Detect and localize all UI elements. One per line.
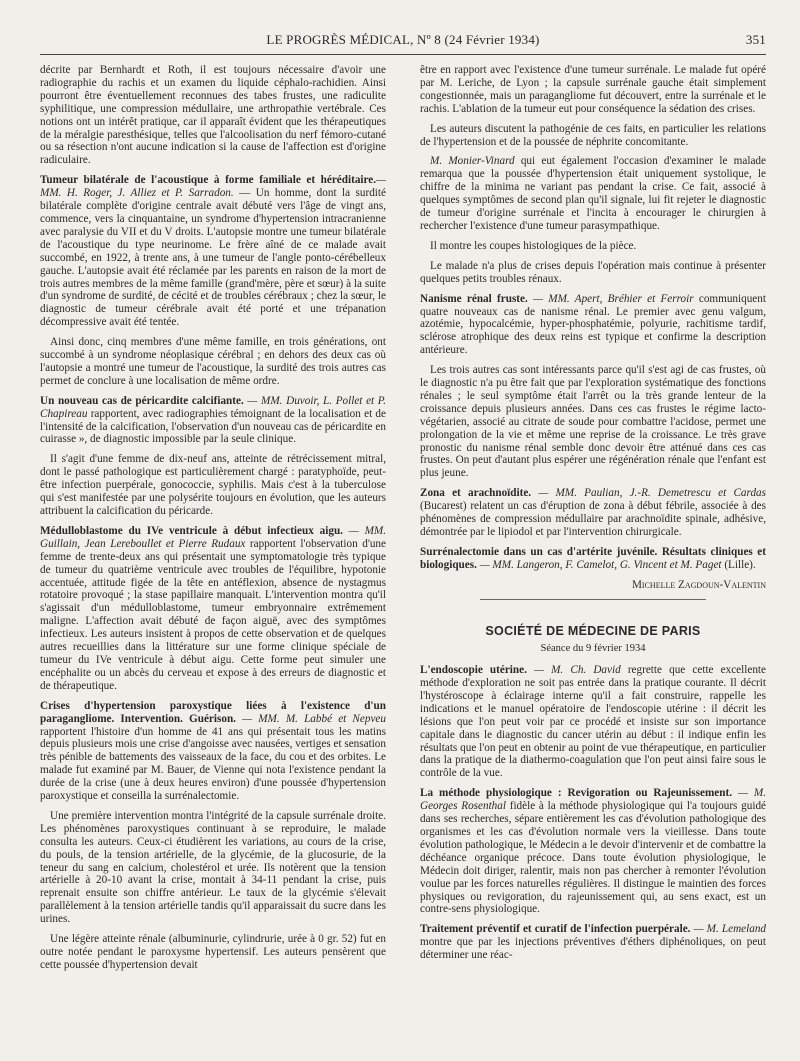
article-title: Un nouveau cas de péricardite calcifiante. (40, 394, 244, 407)
article-authors: — MM. M. Labbé et Nepveu (235, 712, 386, 725)
paragraph-text: — Un homme, dont la surdité bilatérale complète d'origine centrale avait débuté vers l'âge de vingt ans, commence, vers la cinquantaine, un syndrome d'hypertension intracranienne avec paralysie du VII et du V droits. L'autopsie montre une tumeur bilatérale de l'acoustique du type neurinome. Le frère aîné de ce malade avait succombé, en 1922, à trente ans, à une tumeur de l'angle ponto-cérébelleux gauche. L'autopsie avait été réclamée par les parents en raison de la mort de trois autres membres de la même famille (grand'mère, père et sœur) à la suite d'un syndrome de surdité, de cécité et de troubles cérébraux ; chez la sœur, le diagnostic de tumeur cérébrale avait été porté et une trépanation décompressive avait été tentée. (40, 187, 386, 329)
article-authors: — MM. Langeron, F. Camelot, G. Vincent et M. Paget (476, 558, 722, 571)
paragraph (420, 487, 766, 539)
paragraph (40, 395, 386, 447)
paragraph (420, 364, 766, 480)
society-heading: SOCIÉTÉ DE MÉDECINE DE PARIS (485, 623, 701, 638)
paragraph-text: décrite par Bernhardt et Roth, il est toujours nécessaire d'avoir une radiographie du rachis et un examen du liquide céphalo-rachidien. Ainsi pourront être éventuellement reconnues des tabes frustes, une radiculite syphilitique, une compression médullaire, une arthropathie vertébrale. Ces notions ont un intérêt pratique, car il apparaît évident que les thérapeutiques de la méralgie paresthésique, telles que l'alcoolisation du nerf fémoro-cutané ou sa résection n'ont aucune indication si la cause de l'affection est d'origine radiculaire. (40, 64, 386, 167)
paragraph (40, 64, 386, 167)
article-title: Médulloblastome du IVe ventricule à début infectieux aigu. (40, 524, 343, 537)
article-title: Surrénalectomie dans un cas d'artérite juvénile. Résultats cliniques et biologiques. (420, 545, 766, 571)
header-rule (40, 54, 766, 55)
paragraph (420, 923, 766, 962)
running-header (40, 32, 766, 52)
paragraph-text: Il montre les coupes histologiques de la pièce. (430, 239, 637, 252)
paragraph (420, 787, 766, 916)
page-number: 351 (745, 32, 766, 47)
journal-title: LE PROGRÈS MÉDICAL, Nº 8 (24 Février 1934) (266, 32, 540, 47)
right-column (420, 64, 766, 969)
right-column-upper (420, 64, 766, 572)
article-authors: — M. Lemeland (690, 923, 767, 936)
paragraph (40, 336, 386, 388)
seance-date: Séance du 9 février 1934 (540, 643, 646, 655)
paragraph (420, 123, 766, 149)
paragraph-text: Il s'agit d'une femme de dix-neuf ans, atteinte de rétrécissement mitral, dont le passé pathologique est particulièrement chargé : paratyphoïde, peut-être infection puerpérale, gonococcie, syphilis. Mais c'est à la tuberculose qui s'est manifestée par une polysérite toujours en évolution, que les auteurs attribuent la calcification du péricarde. (40, 453, 386, 517)
section-separator (480, 599, 706, 600)
paragraph-text: rapportent l'observation d'une femme de trente-deux ans qui présentait une symptomatologie très typique de tumeur du quatrième ventricule avec troubles de l'équilibre, hypotonie accentuée, attitude figée de la tête en antéflexion, absence de nystagmus rotatoire provoqué ; la stase papillaire manquait. L'intervention montra qu'il s'agissait d'un médulloblastome, tumeur embryonnaire extrêmement maligne. L'affection avait débuté de façon aiguë, avec des symptômes infectieux. Les auteurs insistent à propos de cette observation et de quelques autres recueillies dans la littérature sur une forme clinique spéciale de tumeur du IVe ventricule à début aigu. Cette forme peut simuler une encéphalite ou un abcès du cerveau et expose à des erreurs de diagnostic et de thérapeutique. (40, 537, 386, 692)
article-authors: — MM. H. Roger, J. Alliez et P. Sarradon. (40, 174, 386, 200)
paragraph-text: Ainsi donc, cinq membres d'une même famille, en trois générations, ont succombé à un syndrome néoplasique cérébral ; en dehors des deux cas où l'autopsie a montré une tumeur de l'acoustique, la surdité des trois autres cas permet de conclure à une localisation de même ordre. (40, 336, 386, 387)
article-authors: — MM. Duvoir, L. Pollet et P. Chapireau (40, 394, 386, 420)
paragraph (420, 546, 766, 572)
paragraph (40, 700, 386, 803)
paragraph-text: rapportent l'histoire d'un homme de 41 ans qui présentait tous les matins depuis plusieurs mois une crise d'angoisse avec nausées, vertiges et sensation très pénible de battements des vaisseaux de la face, du cou et des orbites. Le malade fut examiné par M. Bauer, de Vienne qui nota l'existence pendant la durée de la crise (une à deux heures environ) d'une poussée d'hypertension paroxystique et conseilla la surrénalectomie. (40, 725, 386, 803)
article-title: Crises d'hypertension paroxystique liées à l'existence d'un paragangliome. Intervention. Guérison. (40, 699, 386, 725)
paragraph-text: qui eut également l'occasion d'examiner le malade remarqua que la poussée d'hypertension était uniquement systolique, le chiffre de la minima ne variant pas pendant la crise. Ce fait, associé à quelques symptômes de second plan qu'il signale, lui fit rejeter le diagnostic de tumeur d'origine surrénale et l'incita à encourager le chirurgien à rechercher l'existence d'une tumeur parasympathique. (420, 155, 766, 232)
paragraph (40, 174, 386, 329)
paragraph-text: fidèle à la méthode physiologique qui l'a toujours guidé dans ses recherches, sépare entièrement les cas d'évolution pathologique des organismes et les cas d'évolution normale vers la vieillesse. Dans toute évolution pathologique, le Médecin a le devoir d'intervenir et de combattre la déchéance organique précoce. Dans toute évolution physiologique, le Médecin doit diriger, ralentir, mais non pas chercher à remonter l'évolution voulue par les forces naturelles régulières. Il distingue le maintien des forces physiques ou revigoration, du rajeunissement qui, au sens exact, est un contre-sens physiologique. (420, 800, 766, 916)
paragraph (40, 933, 386, 972)
author-signature: Michelle Zagdoun-Valentin (631, 578, 766, 591)
paragraph (420, 260, 766, 286)
article-title: Nanisme rénal fruste. (420, 292, 528, 305)
paragraph-text: Une première intervention montra l'intégrité de la capsule surrénale droite. Les phénomènes paroxystiques continuant à se reproduire, le malade consulta les auteurs. Ceux-ci étudièrent les variations, au cours de la crise, du pouls, de la tension artérielle, de la glycémie, de la glucosurie, de la teneur du sang en calcium, cholestérol et urée. Ils notèrent que la tension artérielle à 20-10 avant la crise, montait à 34-11 pendant la crise, puis reprenait ensuite son chiffre antérieur. Le taux de la glycémie s'élevait parallèlement à la tension artérielle tandis qu'il apparaissait du sucre dans les urines. (40, 809, 386, 926)
paragraph (420, 240, 766, 253)
paragraph-text: communiquent quatre nouveaux cas de nanisme rénal. Le premier avec genu valgum, azotémie, hypocalcémie, hyper-phosphatémie, polyurie, rachitisme tardif, sclérose atrophique des deux reins est typique et confirme la description antérieure. (420, 292, 766, 357)
author-name: M. Monier-Vinard (430, 155, 515, 168)
article-authors: — M. Ch. David (526, 664, 621, 677)
paragraph (420, 664, 766, 780)
paragraph (420, 293, 766, 358)
article-title: La méthode physiologique : Revigoration ou Rajeunissement. (420, 787, 733, 800)
article-authors: — M. Georges Rosenthal (420, 787, 766, 813)
paragraph-text: rapportent, avec radiographies témoignant de la localisation et de l'intensité de la calcification, l'observation d'un nouveau cas de péricardite en cuirasse », de diagnostic impossible par la seule clinique. (40, 407, 386, 446)
paragraph-text: montre que par les injections préventives d'éthers diphénoliques, on peut déterminer une réac- (420, 936, 766, 962)
paragraph-text: Les auteurs discutent la pathogénie de ces faits, en particulier les relations de l'hypertension et de la poussée de néphrite concomitante. (420, 122, 766, 148)
article-authors: — MM. Apert, Bréhier et Ferroir (527, 292, 694, 305)
paragraph (40, 810, 386, 926)
article-authors: — MM. Guillain, Jean Lereboullet et Pierre Rudaux (40, 524, 387, 550)
paragraph-text: être en rapport avec l'existence d'une tumeur surrénale. Le malade fut opéré par M. Leriche, de Lyon ; la capsule surrénale gauche était simplement congestionnée, mais un paragangliome fut découvert, entre la surrénale et le rachis. L'ablation de la tumeur eut pour conséquence la sédation des crises. (420, 64, 766, 115)
paragraph-text: regrette que cette excellente méthode d'exploration ne soit pas entrée dans la pratique courante. Il décrit l'hystéroscope à éclairage interne qu'il a fait construire, rappelle les indications et le manuel opératoire de l'endoscopie utérine : il décrit les lésions que l'on peut voir par ce procédé et insiste sur son importance capitale dans le diagnostic du cancer utérin au début : il indique enfin les résultats que l'on peut en obtenir au point de vue thérapeutique, en particulier dans la pratique de la diathermo-coagulation que l'on peut ainsi faire sous le contrôle de la vue. (420, 664, 766, 780)
paragraph-text: (Lille). (721, 558, 756, 571)
paragraph (420, 155, 766, 232)
paragraph-text: (Bucarest) relatent un cas d'éruption de zona à début fébrile, associée à des phénomènes de compression médullaire par arachnoïdite spinale, adhésive, démontrée par le lipiodol et par l'intervention chirurgicale. (420, 500, 766, 538)
article-title: Traitement préventif et curatif de l'infection puerpérale. (420, 923, 691, 936)
paragraph-text: Le malade n'a plus de crises depuis l'opération mais continue à présenter quelques petits troubles rénaux. (420, 259, 766, 285)
paragraph (40, 525, 386, 693)
right-column-lower (420, 664, 766, 962)
paragraph-text: Les trois autres cas sont intéressants parce qu'il s'est agi de cas frustes, où le diagnostic n'a pu être fait que par l'exploration systématique des fonctions rénales ; le seul symptôme était l'arrêt ou la très grande lenteur de la croissance depuis plusieurs années. Dans ces cas frustes le régime lacto-végétarien, associé au citrate de soude pour combattre l'acidose, permet une prolongation de la vie et même une reprise de la croissance. Le très grave pronostic du nanisme rénal semble donc devoir être atténué dans ces cas frustes. On peut d'autant plus espérer une régénération rénale que l'enfant est plus jeune. (420, 364, 766, 480)
article-title: Zona et arachnoïdite. (420, 487, 532, 500)
paragraph-text: Une légère atteinte rénale (albuminurie, cylindrurie, urée à 0 gr. 52) fut en outre notée pendant le paroxysme hypertensif. Les auteurs pensèrent que cette poussée d'hypertension devait (40, 933, 386, 971)
paragraph (40, 453, 386, 518)
left-column (40, 64, 386, 979)
article-title: L'endoscopie utérine. (420, 664, 527, 677)
article-title: Tumeur bilatérale de l'acoustique à forme familiale et héréditaire. (40, 174, 377, 187)
paragraph (420, 64, 766, 116)
article-authors: — MM. Paulian, J.-R. Demetrescu et Cardas (531, 487, 766, 500)
